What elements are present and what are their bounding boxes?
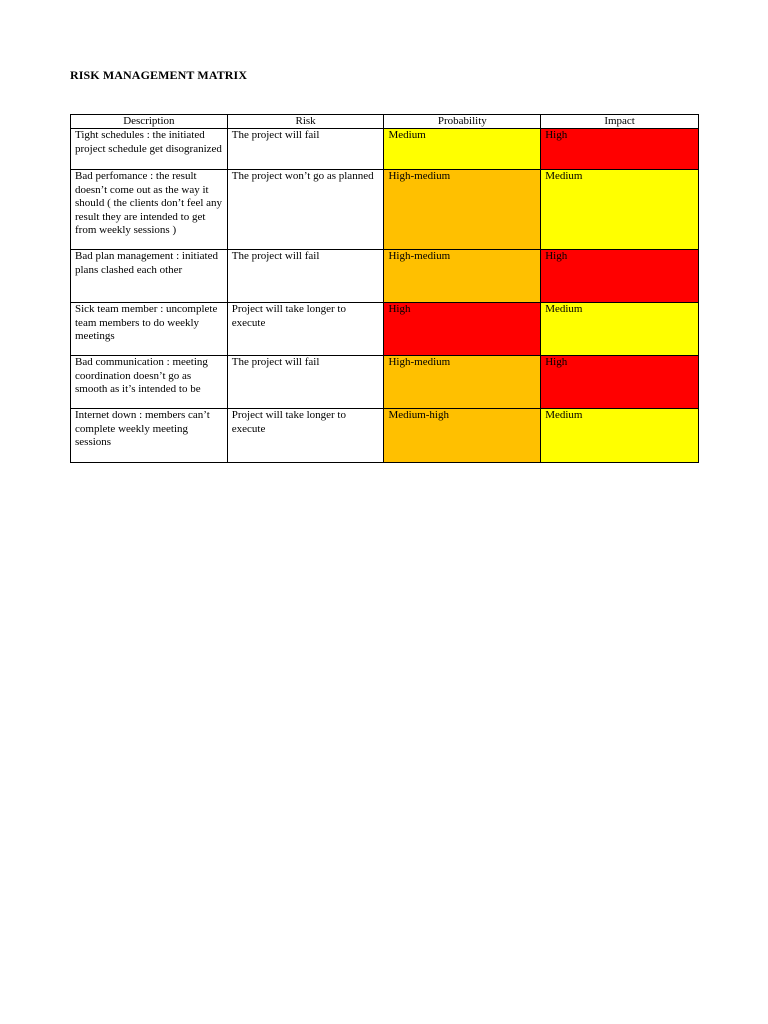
impact-cell: High: [541, 129, 699, 170]
impact-cell: Medium: [541, 170, 699, 250]
page-title: RISK MANAGEMENT MATRIX: [70, 68, 248, 82]
probability-cell: High-medium: [384, 250, 541, 303]
table-row: [71, 409, 699, 463]
risk-cell: The project will fail: [227, 250, 384, 303]
probability-cell: Medium-high: [384, 409, 541, 463]
table-row: [71, 250, 699, 303]
header-description: Description: [71, 115, 228, 129]
impact-cell: High: [541, 356, 699, 409]
risk-cell: Project will take longer to execute: [227, 409, 384, 463]
probability-cell: High-medium: [384, 170, 541, 250]
description-cell: Bad communication : meeting coordination doesn’t go as smooth as it’s intended to be: [71, 356, 228, 409]
probability-cell: Medium: [384, 129, 541, 170]
risk-cell: Project will take longer to execute: [227, 303, 384, 356]
impact-cell: High: [541, 250, 699, 303]
table-row: [71, 303, 699, 356]
table-row: [71, 129, 699, 170]
header-probability: Probability: [384, 115, 541, 129]
description-cell: Sick team member : uncomplete team members to do weekly meetings: [71, 303, 228, 356]
probability-cell: High: [384, 303, 541, 356]
table-row: [71, 170, 699, 250]
header-risk: Risk: [227, 115, 384, 129]
impact-cell: Medium: [541, 409, 699, 463]
risk-matrix-table: [70, 114, 699, 463]
table-row: [71, 356, 699, 409]
description-cell: Tight schedules : the initiated project schedule get disogranized: [71, 129, 228, 170]
risk-cell: The project will fail: [227, 129, 384, 170]
probability-cell: High-medium: [384, 356, 541, 409]
table-header-row: [71, 115, 699, 129]
description-cell: Bad plan management : initiated plans clashed each other: [71, 250, 228, 303]
header-impact: Impact: [541, 115, 699, 129]
description-cell: Bad perfomance : the result doesn’t come out as the way it should ( the clients don’t feel any result they are intended to get from weekly sessions ): [71, 170, 228, 250]
risk-cell: The project will fail: [227, 356, 384, 409]
impact-cell: Medium: [541, 303, 699, 356]
risk-cell: The project won’t go as planned: [227, 170, 384, 250]
description-cell: Internet down : members can’t complete weekly meeting sessions: [71, 409, 228, 463]
